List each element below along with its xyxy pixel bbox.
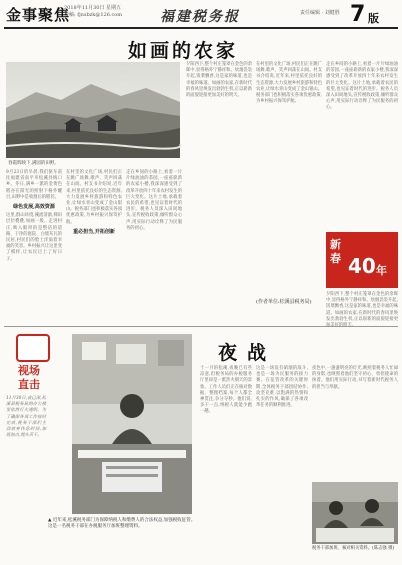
header-rule	[4, 27, 398, 29]
staff-photo-caption: 税务干部加班、核对相关资料。(陈志强 摄)	[312, 546, 395, 551]
article-body-1: 这里,群山环绕,溪流清澈,梯田层层叠叠,如画一般。走进村庄,映入眼帘的是整洁的道路、干净的庭院、白墙灰瓦的民居,村民们的脸上洋溢着幸福的笑容。乡村振兴让这里变了模样,让农民过上了好日子。	[6, 213, 62, 262]
tv-icon	[16, 334, 50, 362]
newspaper-masthead: 福建税务报	[160, 9, 240, 25]
article2-title: 夜战	[218, 342, 277, 364]
landscape-photo-caption: 春霞辉映下,满园的田野。	[8, 161, 59, 166]
section-brand: 金事聚焦	[6, 6, 71, 24]
page-label: 版	[368, 12, 379, 25]
issue-meta	[64, 5, 122, 19]
article-intro: 9月23日的早晨,我们驱车前往福建省南平市松溪县梅口乡。冬日,满乡一派的金黄色稻谷在阳光的照射下格外醒目,田野中是收割后的稻茬。	[6, 170, 62, 200]
badge-char-spring: 春	[330, 252, 341, 265]
section-logo	[8, 334, 58, 392]
section-label-1: 视场	[18, 364, 40, 377]
staff-working-photo	[312, 482, 398, 544]
article-column-3	[126, 170, 182, 320]
article2-sidebar-text	[6, 396, 46, 516]
article2-column-3	[312, 366, 398, 478]
badge-char-new: 新	[330, 238, 341, 251]
article-body-3: 走在乡间的小路上,看着一片片绿油油的茶园,一座座崭新的农家小楼,我深深感受到了改革开放四十年来农村发生的巨大变化。这片土地,承载着农民的希望,也见证着时代的进步。税务人员深入田间地头,宣传税收政策,倾听群众心声,用实际行动诠释了为民服务的初心。	[126, 170, 182, 231]
reform-40-years-badge	[326, 232, 398, 288]
article-column-6	[326, 62, 398, 228]
section-label-2: 直击	[18, 378, 40, 391]
article-column-4	[186, 62, 252, 320]
article-column-1	[6, 170, 62, 320]
article-body-6: 走在乡间的小路上,看着一片片绿油油的茶园,一座座崭新的农家小楼,我深深感受到了改革开放四十年来农村发生的巨大变化。这片土地,承载着农民的希望,也见证着时代的进步。税务人员深入田间地头,宣传税收政策,倾听群众心声,用实际行动诠释了为民服务的初心。	[326, 62, 398, 111]
article2-body-2: 这是一场没有硝烟的战斗,也是一场为民服务的接力赛。在征管改革的关键时期,全体税务干部团结协作,攻坚克难,以饱满的热情和扎实的作风,确保了各项改革任务的顺利推进。	[256, 366, 308, 409]
article2-intro: 11月30日,夜已深,松溪县税务局的办公楼里依然灯火通明。为了确保各项工作按时完成,税务干部们主动放弃休息时间,加班加点,埋头苦干。	[6, 396, 46, 439]
subheading-innovation: 重必担当,开拓创新	[73, 228, 115, 235]
page-header	[0, 0, 402, 28]
issue-date: 2018年11月30日 星期五	[64, 5, 122, 11]
article-author: (作者单位:松溪县税务局)	[256, 299, 312, 305]
article-body-2: 在村里的文化广场,村民们正在跳广场舞,歌声、笑声回荡在山间。村支书介绍说,近年来,村里依托良好的生态资源,大力发展乡村旅游和特色农业,让绿水青山变成了金山银山。税务部门也积极落实各项优惠政策,为乡村振兴保驾护航。	[66, 170, 122, 225]
article2-column-1	[200, 366, 252, 556]
article-body-5: 在村里的文化广场,村民们正在跳广场舞,歌声、笑声回荡在山间。村支书介绍说,近年来,村里依托良好的生态资源,大力发展乡村旅游和特色农业,让绿水青山变成了金山银山。税务部门也积极落实各项优惠政策,为乡村振兴保驾护航。	[256, 62, 322, 105]
article-column-6b	[326, 292, 398, 320]
article-column-5	[256, 62, 322, 294]
article2-body-3: 夜色中,一盏盏明亮的灯光,映照着税务人忙碌的身影,也映照着他们坚守初心、勇担使命的执着。他们用实际行动,书写着新时代税务人的担当与奉献。	[312, 366, 398, 390]
office-photo-caption: ▲ 近年来,松溪税务部门为保障纳税人和缴费人的合法权益,加强税收征管。这是一名税务干部在办税服务厅加班整理资料。	[48, 518, 196, 529]
article-body-6b: 夕阳西下,整个村庄笼罩在金色的余晖中,显得格外宁静祥和。炊烟袅袅升起,饭菜飘香,这是家的味道,也是幸福的味道。如画的农家,在新时代的春风里焕发出勃勃生机,正以崭新的面貌迎接更	[326, 292, 398, 322]
editor-line: 责任编辑 · 刘健胜	[300, 10, 340, 16]
office-night-photo	[72, 334, 192, 514]
article2-column-2	[256, 366, 308, 556]
article-body-4: 夕阳西下,整个村庄笼罩在金色的余晖中,显得格外宁静祥和。炊烟袅袅升起,饭菜飘香,这是家的味道,也是幸福的味道。如画的农家,在新时代的春风里焕发出勃勃生机,正以崭新的面貌迎接更加美好的明天。	[186, 62, 252, 99]
page-number: 7	[350, 2, 366, 27]
submit-email: 投稿: fjnsbzk@126.com	[64, 12, 123, 18]
badge-char-year: 年	[376, 264, 387, 277]
landscape-photo	[6, 62, 180, 158]
article-title: 如画的农家	[128, 40, 239, 62]
subheading-green-development: 绿色发展,高效资源	[13, 204, 55, 211]
article-column-2	[66, 170, 122, 320]
section-divider	[4, 326, 398, 327]
article2-body-1: 十一月的松溪,夜晚已有些凉意,但税务局的办税服务厅里却是一派热火朝天的景象。工作人员们正在核对数据、整理档案,每个人都全神贯注,争分夺秒。他们说,多干一点,纳税人就能少跑一趟。	[200, 366, 252, 415]
badge-number: 40	[348, 254, 376, 278]
